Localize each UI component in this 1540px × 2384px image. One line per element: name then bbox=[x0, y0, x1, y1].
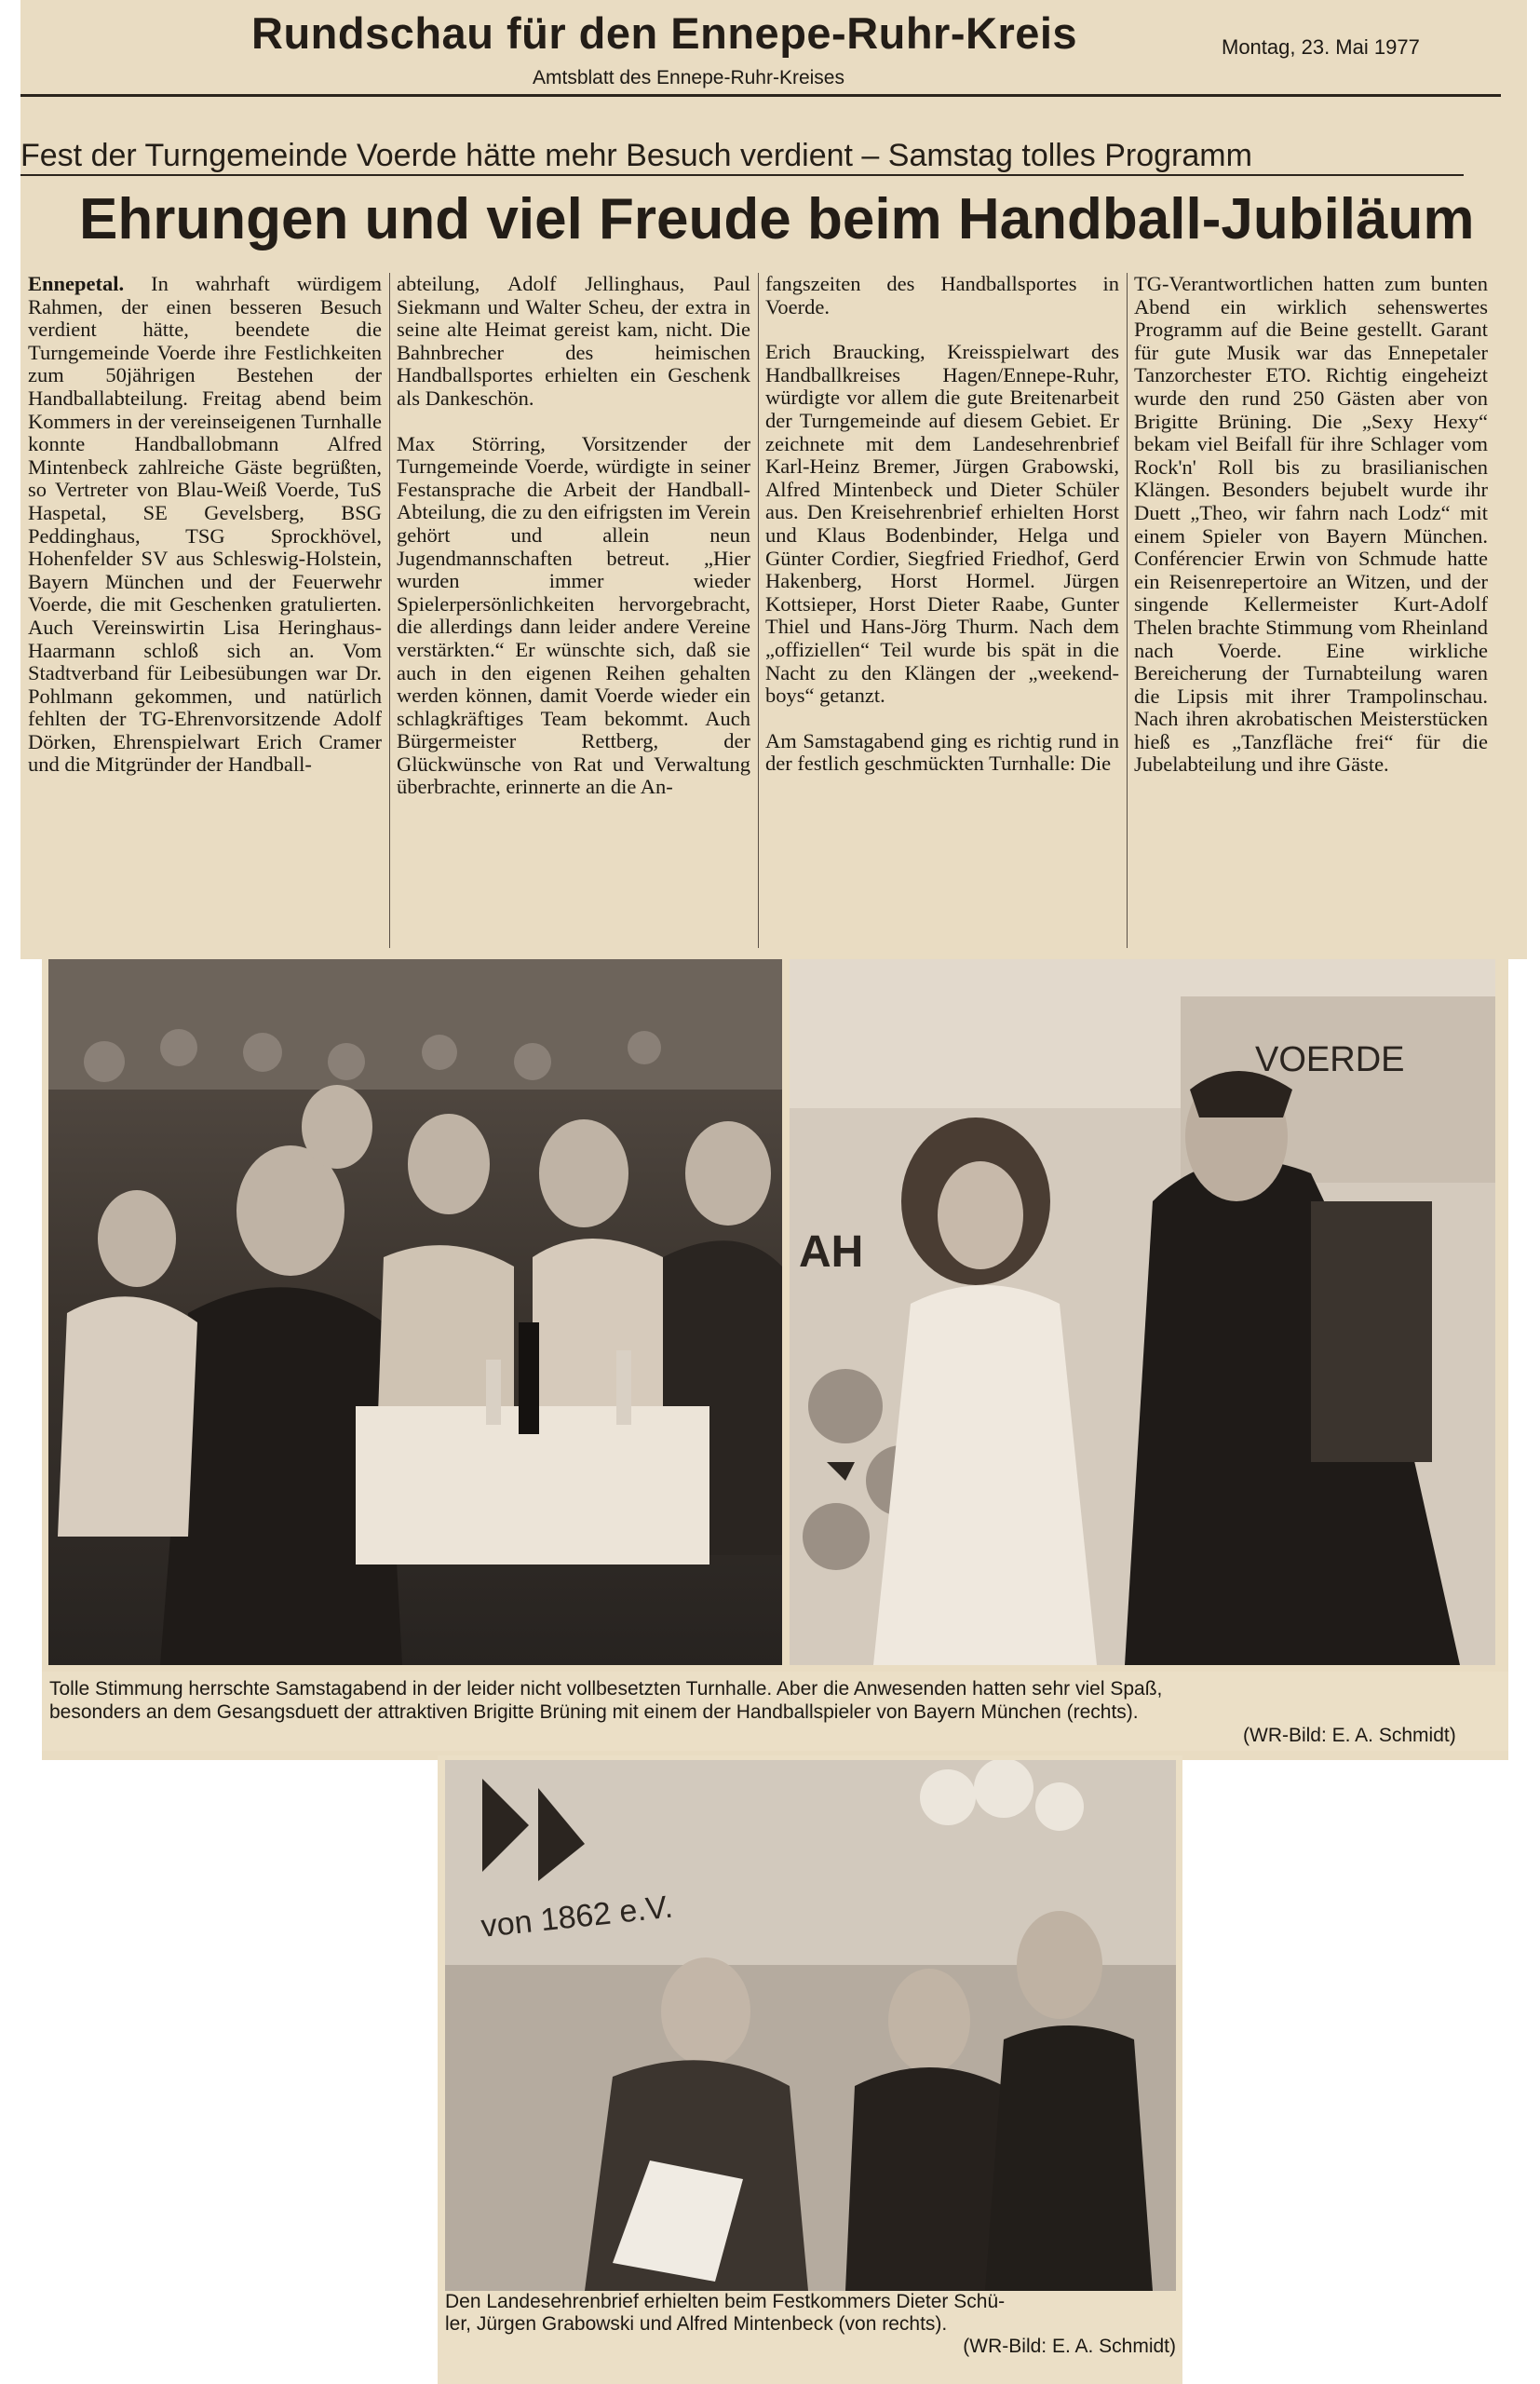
photo-caption-bottom bbox=[445, 2291, 1176, 2358]
caption-line: Tolle Stimmung herrschte Samstagabend in der leider nicht vollbesetzten Turnhalle. Aber die Anwesenden hatten sehr viel Spaß, bbox=[49, 1678, 1163, 1700]
masthead-rule bbox=[20, 94, 1501, 97]
column-paragraph: abteilung, Adolf Jellinghaus, Paul Siekmann und Walter Scheu, der extra in seine alte Heimat gereist kam, nicht. Die Bahnbrecher des heimischen Handballsportes erhielten ein Geschenk als Dankeschön. bbox=[397, 273, 750, 410]
masthead-subtitle: Amtsblatt des Ennepe-Ruhr-Kreises bbox=[533, 67, 844, 88]
dateline: Ennepetal. bbox=[28, 273, 125, 295]
article-column-2 bbox=[397, 273, 750, 948]
photo-credit: (WR-Bild: E. A. Schmidt) bbox=[963, 2336, 1176, 2357]
photo-caption-top bbox=[42, 1672, 1508, 1751]
column-divider bbox=[758, 273, 759, 948]
column-divider bbox=[1127, 273, 1128, 948]
article-column-1 bbox=[28, 273, 382, 948]
article-headline: Ehrungen und viel Freude beim Handball-Jubiläum bbox=[79, 187, 1475, 251]
caption-line: ler, Jürgen Grabowski und Alfred Mintenbeck (von rechts). bbox=[445, 2313, 948, 2335]
kicker-rule bbox=[20, 174, 1464, 176]
masthead-date: Montag, 23. Mai 1977 bbox=[1222, 35, 1420, 59]
column-paragraph: TG-Verantwortlichen hatten zum bunten Abend ein wirklich sehenswertes Programm auf die Beine gestellt. Garant für gute Musik war das Ennepetaler Tanzorchester ETO. Richtig eingeheizt wurde den rund 250 Gästen aber von Brigitte Brüning. Die „Sexy Hexy“ bekam viel Beifall für ihre Schlager vom Rock'n' Roll bis zu brasilianischen Klängen. Besonders bejubelt wurde ihr Duett „Theo, wir fahrn nach Lodz“ mit einem Spieler von Bayern München. Conférencier Erwin von Schmude hatte ein Reisenrepertoire an Witzen, und der singende Kellermeister Kurt-Adolf Thelen brachte Stimmung vom Rheinland nach Voerde. Eine wirkliche Bereicherung der Turnabteilung waren die Lipsis mit ihrer Trampolinschau. Nach ihren akrobatischen Meisterstücken hieß es „Tanzfläche frei“ für die Jubelabteilung und ihre Gäste. bbox=[1134, 273, 1488, 777]
column-paragraph: Ennepetal. In wahrhaft würdigem Rahmen, der einen besseren Besuch verdient hätte, beendete die Turngemeinde Voerde ihre Festlichkeiten zum 50jährigen Bestehen der Handballabteilung. Freitag abend beim Kommers in der vereinseigenen Turnhalle konnte Handballobmann Alfred Mintenbeck zahlreiche Gäste begrüßten, so Vertreter von Blau-Weiß Voerde, TuS Haspetal, SE Gevelsberg, BSG Peddinghaus, TSG Sprockhövel, Hohenfelder SV aus Schleswig-Holstein, Bayern München und der Feuerwehr Voerde, die mit Geschenken gratulierten. Auch Vereinswirtin Lisa Heringhaus-Haarmann schloß sich an. Vom Stadtverband für Leibesübungen war Dr. Pohlmann gekommen, und natürlich fehlten der TG-Ehrenvorsitzende Adolf Dörken, Ehrenspielwart Erich Cramer und die Mitgründer der Handball- bbox=[28, 273, 382, 777]
article-kicker: Fest der Turngemeinde Voerde hätte mehr Besuch verdient – Samstag tolles Programm bbox=[20, 138, 1252, 173]
photo-stage-duet bbox=[790, 959, 1495, 1665]
masthead-title: Rundschau für den Ennepe-Ruhr-Kreis bbox=[251, 8, 1078, 58]
photo-award-ceremony bbox=[445, 1760, 1176, 2291]
photo-credit: (WR-Bild: E. A. Schmidt) bbox=[1243, 1725, 1456, 1746]
photo-audience bbox=[48, 959, 782, 1665]
column-paragraph: fangszeiten des Handballsportes in Voerde. bbox=[765, 273, 1119, 318]
caption-line: Den Landesehrenbrief erhielten beim Festkommers Dieter Schü- bbox=[445, 2291, 1006, 2312]
banner-text: von 1862 e.V. bbox=[479, 1889, 675, 1944]
article-column-3 bbox=[765, 273, 1119, 948]
stage-sign-fragment: AH bbox=[799, 1227, 864, 1277]
column-paragraph: Erich Braucking, Kreisspielwart des Handballkreises Hagen/Ennepe-Ruhr, würdigte vor allem die gute Breitenarbeit der Turngemeinde auf diesem Gebiet. Er zeichnete mit dem Landesehrenbrief Karl-Heinz Bremer, Jürgen Grabowski, Alfred Mintenbeck und Dieter Schüler aus. Den Kreisehrenbrief erhielten Horst und Klaus Bodenbinder, Helga und Günter Cordier, Siegfried Friedhof, Gerd Hakenberg, Horst Hormel. Jürgen Kottsieper, Horst Dieter Raabe, Gunter Thiel und Hans-Jörg Thurm. Nach dem „offiziellen“ Teil wurde bis spät in die Nacht zu den Klängen der „weekend-boys“ getanzt. bbox=[765, 340, 1119, 708]
column-divider bbox=[389, 273, 390, 948]
article-column-4 bbox=[1134, 273, 1488, 948]
stage-sign: VOERDE bbox=[1255, 1040, 1405, 1079]
column-paragraph: Am Samstagabend ging es richtig rund in der festlich geschmückten Turnhalle: Die bbox=[765, 728, 1119, 776]
caption-line: besonders an dem Gesangsduett der attraktiven Brigitte Brüning mit einem der Handballspieler von Bayern München (rechts). bbox=[49, 1701, 1139, 1723]
column-paragraph: Max Störring, Vorsitzender der Turngemeinde Voerde, würdigte in seiner Festansprache die Arbeit der Handball-Abteilung, die zu den eifrigsten im Verein gehört und allein neun Jugendmannschaften betreut. „Hier wurden immer wieder Spielerpersönlichkeiten hervorgebracht, die allerdings dann leider andere Vereine verstärkten.“ Er wünschte sich, daß sie auch in den eigenen Reihen gehalten werden können, damit Voerde wieder ein schlagkräftiges Team bekommt. Auch Bürgermeister Rettberg, der Glückwünsche von Rat und Verwaltung überbrachte, erinnerte an die An- bbox=[397, 431, 750, 799]
